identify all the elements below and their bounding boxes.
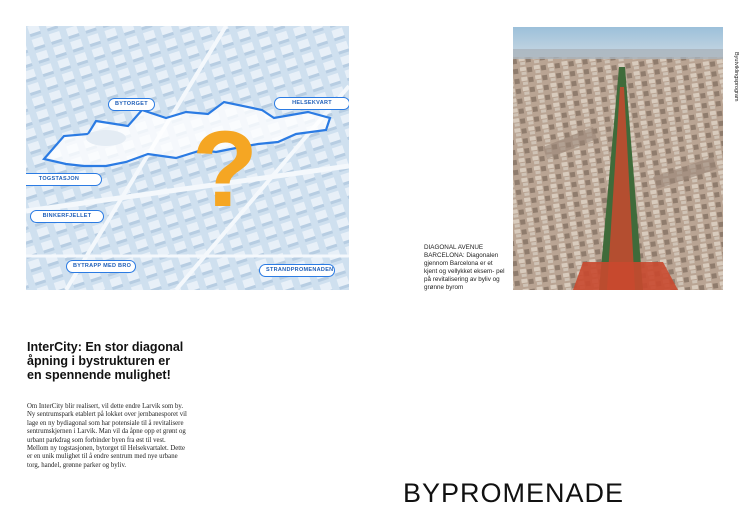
caption-title: DIAGONAL AVENUE xyxy=(424,244,484,251)
article-body: Om InterCity blir realisert, vil dette endre Larvik som by. Ny sentrumspark etablert på lokket over jernbanesporet vil lage en ny bydiagonal som har potensiale til å revitalisere sentrumskjernen i Larvik. Man vil da åpne opp et grønt og urbant parkdrag som forbinder byen fra øst til vest. Mellom ny togstasjonen, bytorget til Helsekvartalet. Dette er en unik mulighet til å endre sentrum med nye urbane torg, handel, grønne parker og byliv. xyxy=(27,403,187,469)
map-label-bytorget: BYTORGET xyxy=(108,98,155,111)
map-label-helsekvartal: HELSEKVART xyxy=(274,97,349,110)
site-map-illustration xyxy=(26,26,349,290)
caption-text: BARCELONA: Diagonalen gjennom Barcelona er et kjent og vellykket eksem- pel på revitalisering av byliv og grønne byrom xyxy=(424,252,505,291)
photo-caption xyxy=(424,244,506,292)
side-label: Byutviklingsprogram xyxy=(733,52,739,102)
map-graphic xyxy=(26,26,349,290)
map-label-togstasjon: TOGSTASJON xyxy=(26,173,102,186)
barcelona-aerial-photo xyxy=(513,27,723,290)
article-heading: InterCity: En stor diagonal åpning i bystrukturen er en spennende mulighet! xyxy=(27,340,184,382)
question-mark-icon: ? xyxy=(192,108,258,229)
map-label-strandpromenaden: STRANDPROMENADEN xyxy=(259,264,335,277)
section-title: BYPROMENADE xyxy=(403,478,625,508)
map-label-bytrapp: BYTRAPP MED BRO xyxy=(66,260,136,273)
aerial-graphic xyxy=(513,27,723,290)
map-label-binkerfjellet: BINKERFJELLET xyxy=(30,210,104,223)
